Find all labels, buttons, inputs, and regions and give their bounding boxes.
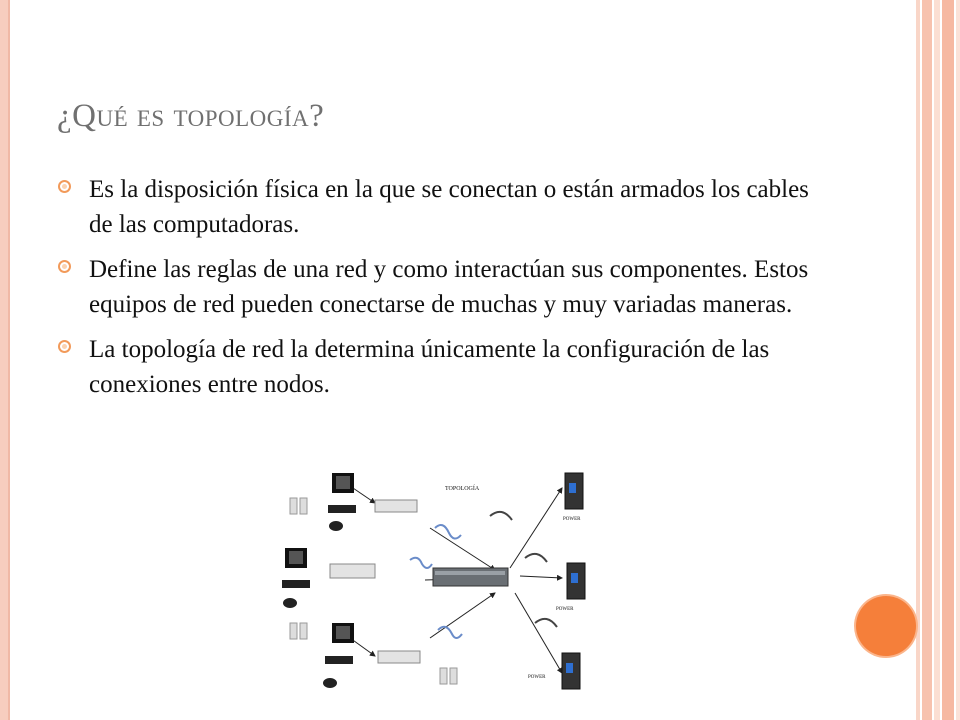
bullet-item: [58, 172, 818, 242]
mouse-icon: [323, 678, 337, 688]
bullet-circle-icon: [58, 180, 71, 193]
bullet-circle-icon: [58, 340, 71, 353]
power-label: POWER: [556, 607, 574, 612]
keyboard-icon: [328, 505, 356, 513]
power-label: POWER: [563, 517, 581, 522]
keyboard-icon: [282, 580, 310, 588]
network-topology-diagram: [270, 468, 620, 698]
bullet-text: Define las reglas de una red y como interactúan sus componentes. Estos equipos de red pueden conectarse de muchas y muy variadas maneras.: [89, 256, 809, 318]
hub-icon: [378, 651, 420, 663]
decorative-orange-circle: [856, 596, 916, 656]
workstation-group-middle: [282, 548, 375, 608]
server-group: [562, 473, 585, 689]
central-switch-icon: [433, 568, 508, 586]
power-label: POWER: [528, 675, 546, 680]
bullet-text: Es la disposición física en la que se conectan o están armados los cables de las computadoras.: [89, 176, 809, 238]
hub-icon: [375, 500, 417, 512]
bullet-item: [58, 252, 818, 322]
mouse-icon: [283, 598, 297, 608]
bullet-item: [58, 332, 818, 402]
bullet-list: [58, 172, 818, 412]
keyboard-icon: [325, 656, 353, 664]
hub-icon: [330, 564, 375, 578]
slide-title: ¿Qué es topología?: [57, 98, 325, 134]
bullet-circle-icon: [58, 260, 71, 273]
bullet-text: La topología de red la determina únicamente la configuración de las conexiones entre nodos.: [89, 336, 770, 398]
mouse-icon: [329, 521, 343, 531]
diagram-label: TOPOLOGÍA: [445, 486, 480, 492]
workstation-group-top: [290, 473, 417, 531]
right-decorative-stripes: [916, 0, 960, 720]
